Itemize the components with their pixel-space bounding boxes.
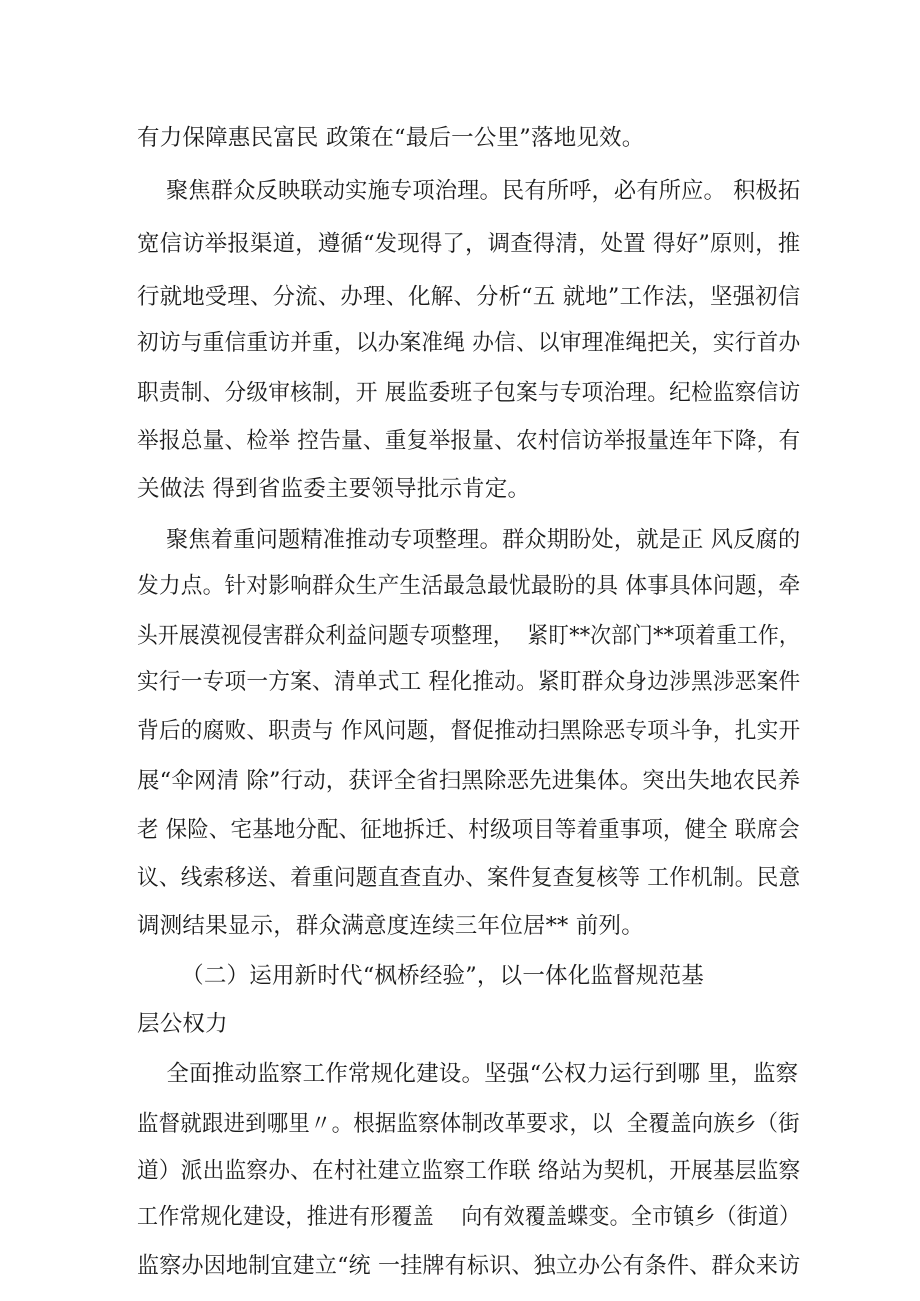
text-line: 工作常规化建设，推进有形覆盖 向有效覆盖蝶变。全市镇乡（街道） — [137, 1204, 801, 1230]
section-heading: 层公权力 — [137, 1011, 228, 1037]
text-line: 初访与重信重访并重，以办案准绳 办信、以审理准绳把关，实行首办 — [137, 330, 801, 356]
text-line: 头开展漠视侵害群众利益问题专项整理， 紧盯**次部门**项着重工作， — [137, 623, 800, 649]
text-line: 关做法 得到省监委主要领导批示肯定。 — [137, 476, 531, 502]
section-heading: （二）运用新时代“枫桥经验”，以一体化监督规范基 — [137, 963, 704, 989]
text-line: 监察办因地制宜建立“统 一挂牌有标识、独立办公有条件、群众来访 — [137, 1253, 801, 1279]
text-line: 行就地受理、分流、办理、化解、分析“五 就地”工作法，坚强初信 — [137, 284, 801, 310]
text-line: 道）派出监察办、在村社建立监察工作联 络站为契机，开展基层监察 — [137, 1158, 801, 1184]
text-line: 全面推动监察工作常规化建设。坚强“公权力运行到哪 里，监察 — [137, 1061, 799, 1087]
text-line: 宽信访举报渠道，遵循“发现得了，调查得清，处置 得好”原则，推 — [137, 231, 801, 257]
text-line: 举报总量、检举 控告量、重复举报量、农村信访举报量连年下降，有 — [137, 428, 801, 454]
text-line: 监督就跟进到哪里〃。根据监察体制改革要求，以 全覆盖向族乡（街 — [137, 1111, 800, 1137]
text-line: 职责制、分级审核制，开 展监委班子包案与专项治理。纪检监察信访 — [137, 380, 801, 406]
text-line: 调测结果显示，群众满意度连续三年位居** 前列。 — [137, 913, 644, 939]
text-line: 议、线索移送、着重问题直查直办、案件复查复核等 工作机制。民意 — [137, 865, 801, 891]
text-line: 发力点。针对影响群众生产生活最急最忧最盼的具 体事具体问题，牵 — [137, 573, 801, 599]
text-line: 老 保险、宅基地分配、征地拆迁、村级项目等着重事项，健全 联席会 — [137, 817, 800, 843]
text-line: 实行一专项一方案、清单式工 程化推动。紧盯群众身边涉黑涉恶案件 — [137, 669, 801, 695]
text-line: 展“伞网清 除”行动，获评全省扫黑除恶先进集体。突出失地农民养 — [137, 768, 801, 794]
text-line: 聚焦群众反映联动实施专项治理。民有所呼，必有所应。 积极拓 — [137, 178, 801, 204]
text-line: 有力保障惠民富民 政策在“最后一公里”落地见效。 — [137, 125, 645, 151]
text-line: 背后的腐败、职责与 作风问题，督促推动扫黑除恶专项斗争，扎实开 — [137, 718, 801, 744]
text-line: 聚焦着重问题精准推动专项整理。群众期盼处，就是正 风反腐的 — [137, 527, 801, 553]
